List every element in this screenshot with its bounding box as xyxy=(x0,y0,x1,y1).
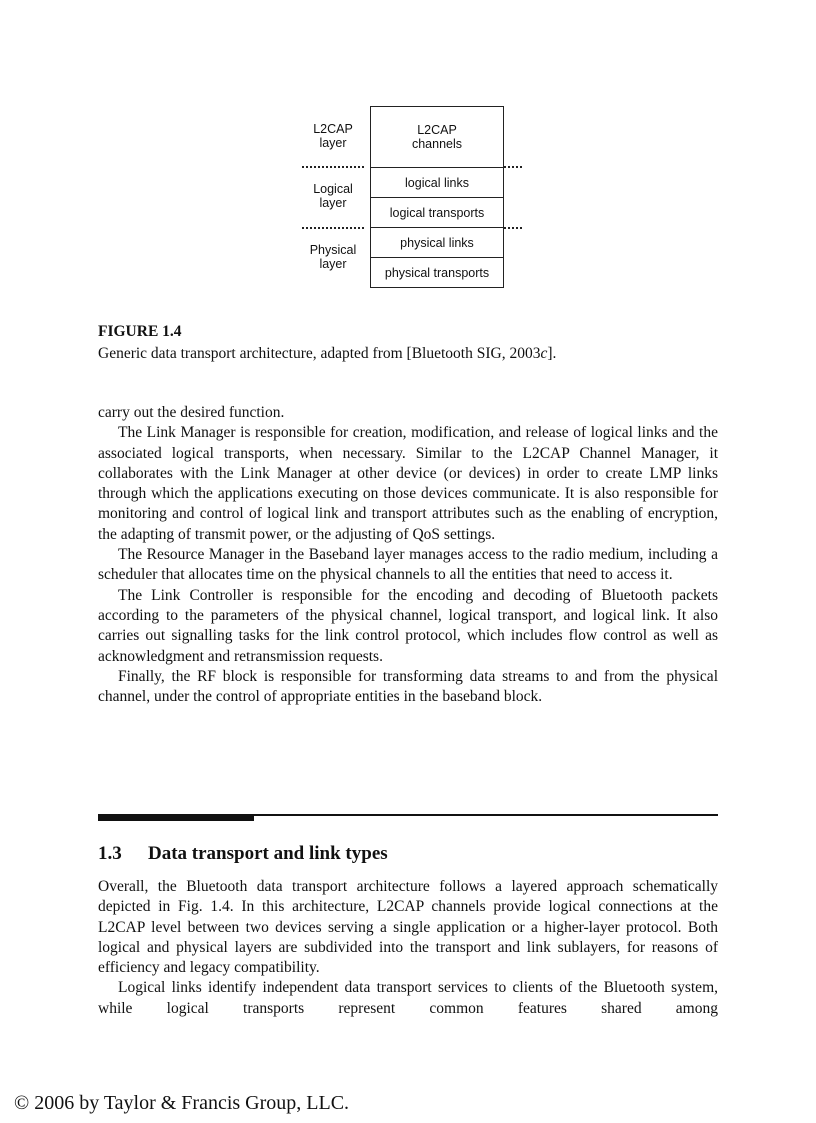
paragraph: Overall, the Bluetooth data transport architecture follows a layered approach schematically depicted in Fig. 1.4. In this architecture, L2CAP channels provide logical connections at the L2CAP level between two devices serving a single application or a higher-layer protocol. Both logical and physical layers are subdivided into the transport and link sublayers, for reasons of efficiency and legacy compatibility. xyxy=(98,878,718,977)
figure-label: FIGURE 1.4 xyxy=(98,323,182,340)
logical-layer-label: Logical layer xyxy=(313,182,353,210)
box-physical-links: physical links xyxy=(371,227,503,257)
layer-stack xyxy=(370,106,504,288)
paragraph: carry out the desired function. xyxy=(98,404,285,421)
box-logical-transports: logical transports xyxy=(371,197,503,227)
layer-divider-upper xyxy=(302,166,364,168)
body-text-section xyxy=(98,877,718,1019)
box-physical-transports: physical transports xyxy=(371,257,503,287)
paragraph: The Resource Manager in the Baseband layer manages access to the radio medium, including a scheduler that allocates time on the physical channels to all the entities that need to access it. xyxy=(98,546,718,584)
section-number: 1.3 xyxy=(98,843,122,864)
section-title: Data transport and link types xyxy=(148,843,388,864)
paragraph: Finally, the RF block is responsible for transforming data streams to and from the physical channel, under the control of appropriate entities in the baseband block. xyxy=(98,667,718,706)
layer-divider-lower-right xyxy=(504,227,522,229)
architecture-diagram xyxy=(300,104,530,294)
layer-divider-lower xyxy=(302,227,364,229)
paragraph: The Link Controller is responsible for the encoding and decoding of Bluetooth packets according to the parameters of the physical channel, logical transport, and logical link. It also carries out signalling tasks for the link control protocol, which includes flow control as well as acknowledgment and retransmission requests. xyxy=(98,586,718,665)
figure-caption: Generic data transport architecture, adapted from [Bluetooth SIG, 2003c]. xyxy=(98,345,557,362)
body-text-top xyxy=(98,403,718,707)
section-rule-accent xyxy=(98,815,254,821)
box-l2cap-channels: L2CAP channels xyxy=(411,123,463,151)
section-heading xyxy=(98,843,388,865)
copyright-footer: © 2006 by Taylor & Francis Group, LLC. xyxy=(14,1092,350,1114)
physical-layer-label: Physical layer xyxy=(309,243,357,271)
l2cap-layer-label: L2CAP layer xyxy=(313,122,353,150)
box-logical-links: logical links xyxy=(371,167,503,197)
paragraph: The Link Manager is responsible for creation, modification, and release of logical links and the associated logical transports, when necessary. Similar to the L2CAP Channel Manager, it collaborates with the Link Manager at other device (or devices) in order to create LMP links through which the applications executing on those devices communicate. It is also responsible for monitoring and control of logical link and transport attributes such as the enabling of encryption, the adapting of transmit power, or the adjusting of QoS settings. xyxy=(98,424,718,543)
layer-divider-upper-right xyxy=(504,166,522,168)
paragraph: Logical links identify independent data transport services to clients of the Bluetooth system, while logical transports represent common features shared among xyxy=(98,979,718,1017)
